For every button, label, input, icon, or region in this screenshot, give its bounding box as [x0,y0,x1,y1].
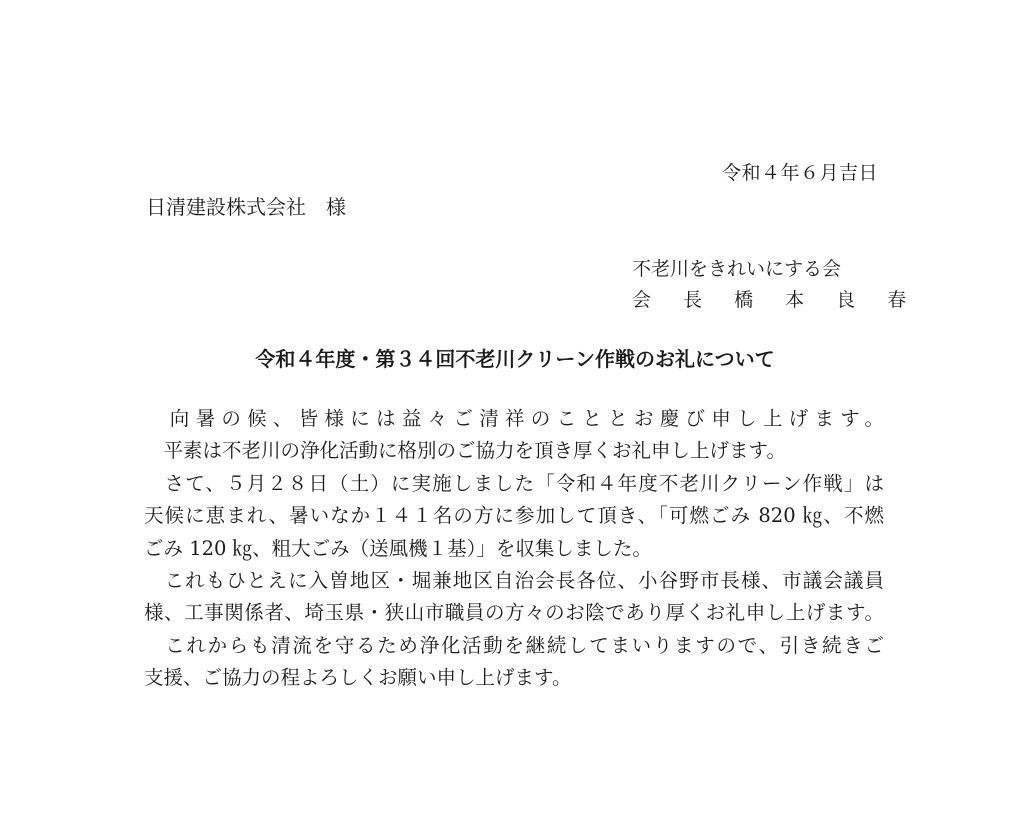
sender-organization: 不老川をきれいにする会 [632,258,842,280]
body-line: 天候に恵まれ、暑いなか１４１名の方に参加して頂き、「可燃ごみ 820 ㎏、不燃 [144,504,884,528]
letter-subject: 令和４年度・第３４回不老川クリーン作戦のお礼について [255,347,775,371]
sender-officer: 会 長 橋 本 良 春 [632,289,920,311]
letter-date: 令和４年６月吉日 [721,162,878,184]
body-line: 平素は不老川の浄化活動に格別のご協力を頂き厚くお礼申し上げます。 [144,439,786,463]
sender-block [632,254,919,316]
recipient-name: 日清建設株式会社 様 [146,195,346,219]
body-line: ごみ 120 ㎏、粗大ごみ（送風機１基）」を収集しました。 [144,536,652,560]
body-line: 様、工事関係者、埼玉県・狭山市職員の方々のお陰であり厚くお礼申し上げます。 [144,601,884,625]
body-line: 支援、ご協力の程よろしくお願い申し上げます。 [144,666,572,690]
body-line: これもひとえに入曽地区・堀兼地区自治会長各位、小谷野市長様、市議会議員 [144,569,884,593]
body-line: これからも清流を守るため浄化活動を継続してまいりますので、引き続きご [144,633,884,657]
body-line: 向暑の候、皆様には益々ご清祥のこととお慶び申し上げます。 [144,407,884,430]
body-line: さて、５月２８日（土）に実施しました「令和４年度不老川クリーン作戦」は [144,471,884,495]
letter-body [144,403,884,695]
